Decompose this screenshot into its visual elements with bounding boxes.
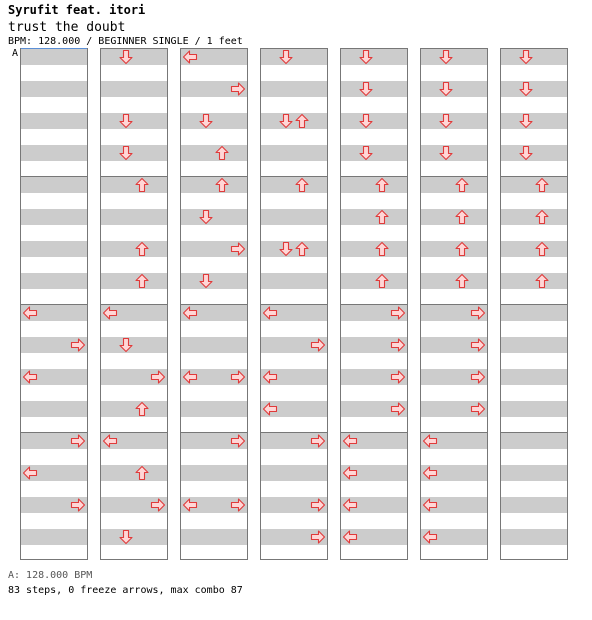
right-arrow-icon	[470, 337, 486, 353]
beat-stripe	[101, 49, 167, 65]
right-arrow-icon	[230, 81, 246, 97]
beat-stripe	[181, 113, 247, 129]
left-arrow-icon	[342, 497, 358, 513]
down-arrow-icon	[438, 145, 454, 161]
down-arrow-icon	[118, 49, 134, 65]
up-arrow-icon	[134, 241, 150, 257]
down-arrow-icon	[198, 113, 214, 129]
down-arrow-icon	[118, 529, 134, 545]
chart-column	[180, 48, 248, 560]
up-arrow-icon	[454, 177, 470, 193]
beat-stripe	[261, 273, 327, 289]
down-arrow-icon	[518, 113, 534, 129]
beat-stripe	[261, 81, 327, 97]
left-arrow-icon	[262, 401, 278, 417]
up-arrow-icon	[214, 177, 230, 193]
chart-column	[20, 48, 88, 560]
up-arrow-icon	[294, 177, 310, 193]
song-artist: Syrufit feat. itori	[8, 3, 146, 17]
beat-stripe	[501, 369, 567, 385]
right-arrow-icon	[230, 497, 246, 513]
left-arrow-icon	[182, 497, 198, 513]
step-stats: 83 steps, 0 freeze arrows, max combo 87	[8, 585, 243, 596]
up-arrow-icon	[534, 241, 550, 257]
beat-stripe	[421, 49, 487, 65]
up-arrow-icon	[534, 177, 550, 193]
beat-stripe	[101, 145, 167, 161]
right-arrow-icon	[310, 529, 326, 545]
chart-column	[100, 48, 168, 560]
up-arrow-icon	[294, 241, 310, 257]
right-arrow-icon	[70, 433, 86, 449]
down-arrow-icon	[198, 209, 214, 225]
beat-stripe	[501, 401, 567, 417]
beat-stripe	[261, 49, 327, 65]
right-arrow-icon	[470, 369, 486, 385]
down-arrow-icon	[118, 145, 134, 161]
left-arrow-icon	[102, 433, 118, 449]
right-arrow-icon	[70, 497, 86, 513]
beat-stripe	[101, 337, 167, 353]
right-arrow-icon	[470, 401, 486, 417]
up-arrow-icon	[214, 145, 230, 161]
chart-column	[420, 48, 488, 560]
right-arrow-icon	[230, 369, 246, 385]
up-arrow-icon	[134, 273, 150, 289]
down-arrow-icon	[118, 113, 134, 129]
right-arrow-icon	[390, 401, 406, 417]
up-arrow-icon	[534, 273, 550, 289]
beat-stripe	[181, 273, 247, 289]
down-arrow-icon	[438, 113, 454, 129]
beat-stripe	[181, 337, 247, 353]
right-arrow-icon	[390, 337, 406, 353]
down-arrow-icon	[358, 49, 374, 65]
left-arrow-icon	[342, 529, 358, 545]
down-arrow-icon	[278, 49, 294, 65]
down-arrow-icon	[438, 81, 454, 97]
down-arrow-icon	[198, 273, 214, 289]
right-arrow-icon	[230, 241, 246, 257]
beat-stripe	[341, 145, 407, 161]
beat-stripe	[21, 209, 87, 225]
beat-stripe	[261, 209, 327, 225]
beat-stripe	[101, 209, 167, 225]
chart-info: BPM: 128.000 / BEGINNER SINGLE / 1 feet	[8, 36, 243, 47]
beat-stripe	[21, 177, 87, 193]
down-arrow-icon	[438, 49, 454, 65]
down-arrow-icon	[278, 113, 294, 129]
beat-stripe	[421, 145, 487, 161]
chart-column	[340, 48, 408, 560]
up-arrow-icon	[134, 177, 150, 193]
up-arrow-icon	[374, 209, 390, 225]
beat-stripe	[501, 497, 567, 513]
beat-stripe	[21, 145, 87, 161]
left-arrow-icon	[422, 497, 438, 513]
beat-stripe	[341, 49, 407, 65]
beat-stripe	[261, 465, 327, 481]
up-arrow-icon	[294, 113, 310, 129]
beat-stripe	[101, 529, 167, 545]
right-arrow-icon	[310, 433, 326, 449]
beat-stripe	[501, 529, 567, 545]
left-arrow-icon	[422, 433, 438, 449]
right-arrow-icon	[470, 305, 486, 321]
down-arrow-icon	[358, 113, 374, 129]
beat-stripe	[501, 145, 567, 161]
up-arrow-icon	[454, 241, 470, 257]
beat-stripe	[261, 145, 327, 161]
beat-stripe	[421, 113, 487, 129]
beat-stripe	[181, 401, 247, 417]
beat-stripe	[21, 81, 87, 97]
beat-stripe	[21, 113, 87, 129]
beat-stripe	[21, 49, 87, 65]
up-arrow-icon	[374, 177, 390, 193]
left-arrow-icon	[262, 305, 278, 321]
measure-line	[501, 304, 567, 305]
beat-stripe	[501, 337, 567, 353]
right-arrow-icon	[390, 305, 406, 321]
beat-stripe	[101, 81, 167, 97]
left-arrow-icon	[22, 369, 38, 385]
beat-stripe	[501, 433, 567, 449]
down-arrow-icon	[118, 337, 134, 353]
up-arrow-icon	[374, 241, 390, 257]
beat-stripe	[181, 465, 247, 481]
down-arrow-icon	[278, 241, 294, 257]
tempo-marker-line	[21, 48, 87, 49]
beat-stripe	[501, 465, 567, 481]
left-arrow-icon	[342, 433, 358, 449]
beat-stripe	[341, 81, 407, 97]
left-arrow-icon	[102, 305, 118, 321]
right-arrow-icon	[150, 497, 166, 513]
left-arrow-icon	[422, 529, 438, 545]
left-arrow-icon	[182, 49, 198, 65]
right-arrow-icon	[390, 369, 406, 385]
beat-stripe	[181, 529, 247, 545]
up-arrow-icon	[454, 273, 470, 289]
right-arrow-icon	[310, 337, 326, 353]
down-arrow-icon	[358, 81, 374, 97]
right-arrow-icon	[70, 337, 86, 353]
beat-stripe	[21, 401, 87, 417]
left-arrow-icon	[22, 305, 38, 321]
song-title: trust the doubt	[8, 20, 126, 35]
tempo-marker-label: A	[12, 48, 19, 59]
beat-stripe	[101, 113, 167, 129]
beat-stripe	[501, 81, 567, 97]
chart-column	[260, 48, 328, 560]
left-arrow-icon	[182, 369, 198, 385]
beat-stripe	[421, 81, 487, 97]
up-arrow-icon	[374, 273, 390, 289]
right-arrow-icon	[310, 497, 326, 513]
beat-stripe	[501, 49, 567, 65]
measure-line	[501, 432, 567, 433]
beat-stripe	[501, 113, 567, 129]
down-arrow-icon	[518, 81, 534, 97]
beat-stripe	[341, 113, 407, 129]
bpm-legend: A: 128.000 BPM	[8, 570, 93, 581]
beat-stripe	[21, 241, 87, 257]
beat-stripe	[501, 305, 567, 321]
beat-stripe	[181, 209, 247, 225]
chart-column	[500, 48, 568, 560]
up-arrow-icon	[454, 209, 470, 225]
right-arrow-icon	[150, 369, 166, 385]
left-arrow-icon	[342, 465, 358, 481]
left-arrow-icon	[422, 465, 438, 481]
beat-stripe	[21, 529, 87, 545]
left-arrow-icon	[262, 369, 278, 385]
down-arrow-icon	[358, 145, 374, 161]
left-arrow-icon	[182, 305, 198, 321]
up-arrow-icon	[134, 465, 150, 481]
left-arrow-icon	[22, 465, 38, 481]
measure-line	[21, 176, 87, 177]
up-arrow-icon	[134, 401, 150, 417]
beat-stripe	[21, 273, 87, 289]
right-arrow-icon	[230, 433, 246, 449]
down-arrow-icon	[518, 145, 534, 161]
down-arrow-icon	[518, 49, 534, 65]
up-arrow-icon	[534, 209, 550, 225]
